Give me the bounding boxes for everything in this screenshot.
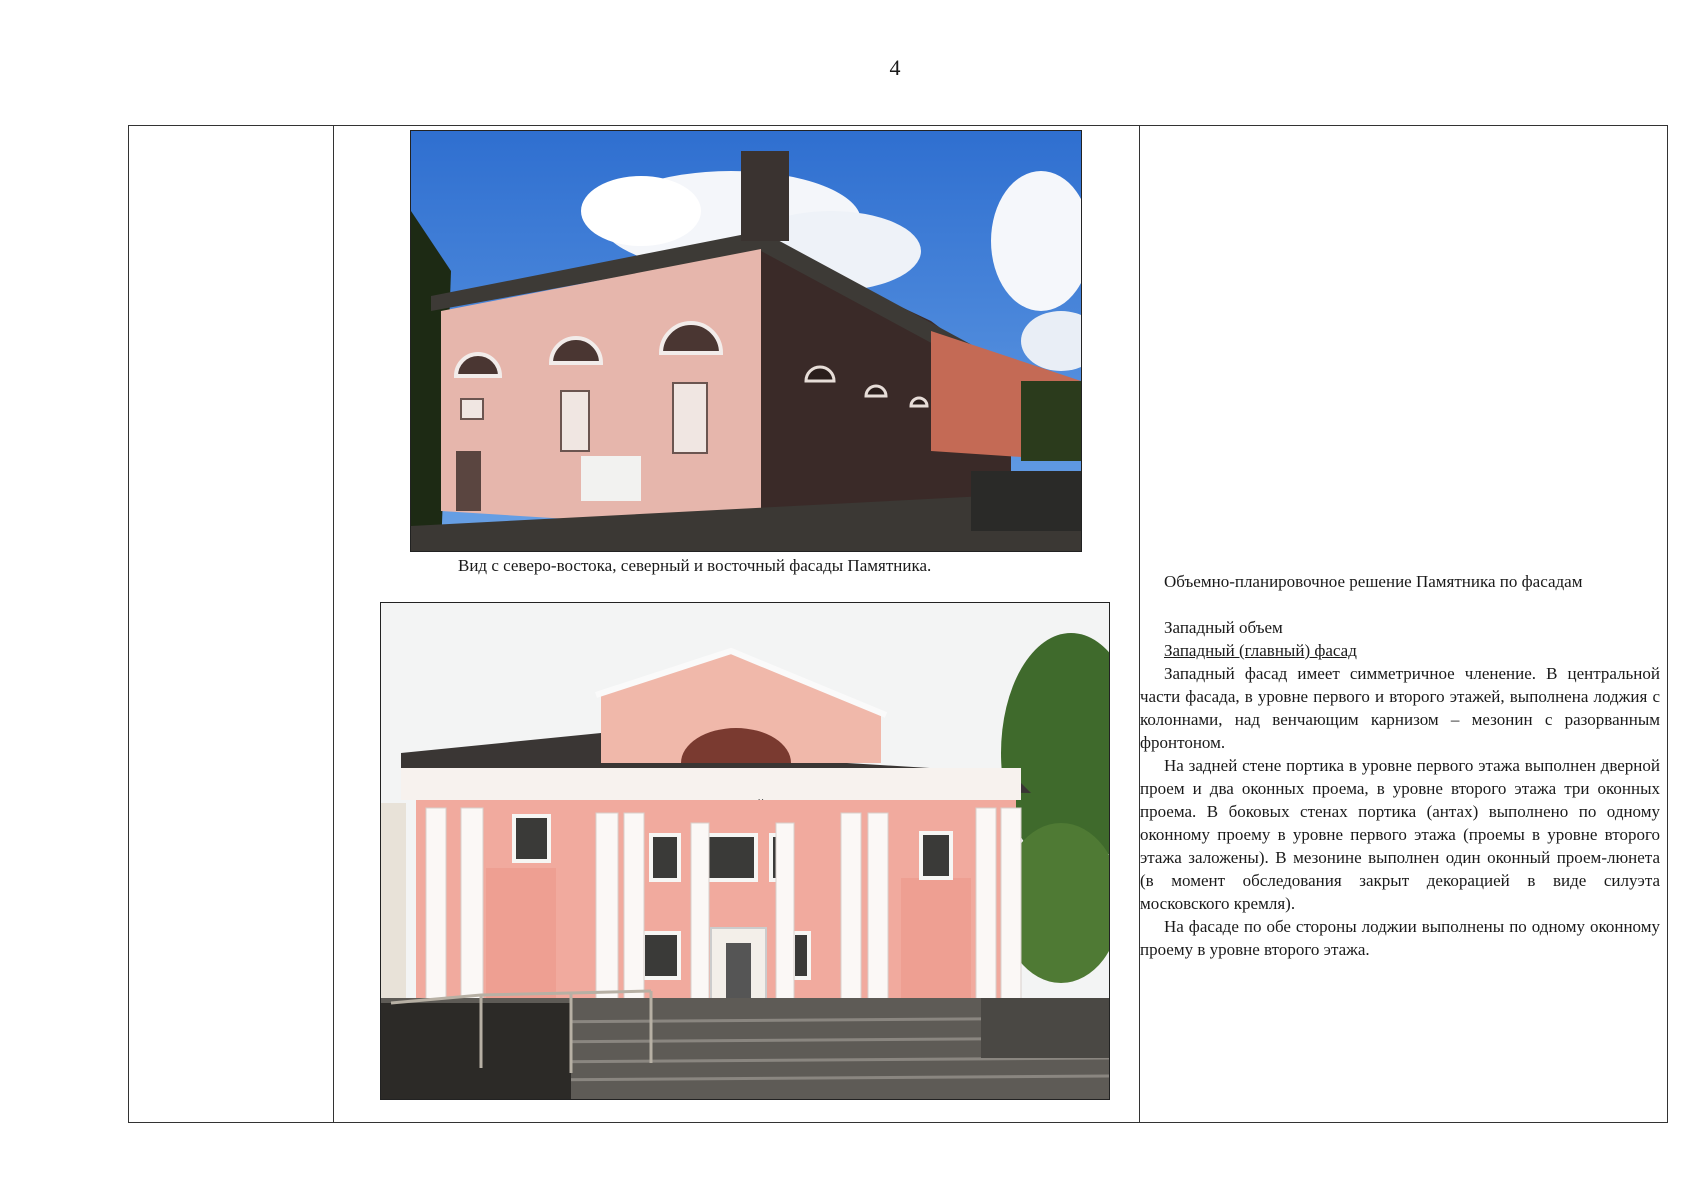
- spacer: [1140, 593, 1660, 616]
- description-heading: Объемно-планировочное решение Памятника по фасадам: [1164, 572, 1583, 591]
- facade-title-line: [1140, 639, 1660, 662]
- column-divider-1: [333, 126, 334, 1122]
- facade-description: [1140, 570, 1660, 961]
- description-paragraph: На фасаде по обе стороны лоджии выполнены по одному оконному проему в уровне второго этажа.: [1140, 917, 1660, 959]
- description-paragraph: Западный фасад имеет симметричное членение. В центральной части фасада, в уровне первого и второго этажей, выполнена лоджия с колоннами, над венчающим карнизом – мезонин с разорванным фронтоном.: [1140, 664, 1660, 752]
- page-number: 4: [889, 55, 901, 80]
- description-paragraph: На задней стене портика в уровне первого этажа выполнен дверной проем и два оконных проема, в уровне второго этажа три оконных проема. В боковых стенах портика (антах) выполнено по одному оконному проему в уровне первого этажа (проемы в уровне второго этажа заложены). В мезонине выполнен один оконный проем-люнета (в момент обследования закрыт декорацией в виде силуэта московского кремля).: [1140, 756, 1660, 913]
- photo1-caption: Вид с северо-востока, северный и восточный фасады Памятника.: [458, 556, 932, 575]
- photo-west-facade: [380, 602, 1110, 1100]
- photo-northeast-view: [410, 130, 1082, 552]
- volume-title: Западный объем: [1164, 618, 1283, 637]
- facade-title: Западный (главный) фасад: [1164, 641, 1357, 660]
